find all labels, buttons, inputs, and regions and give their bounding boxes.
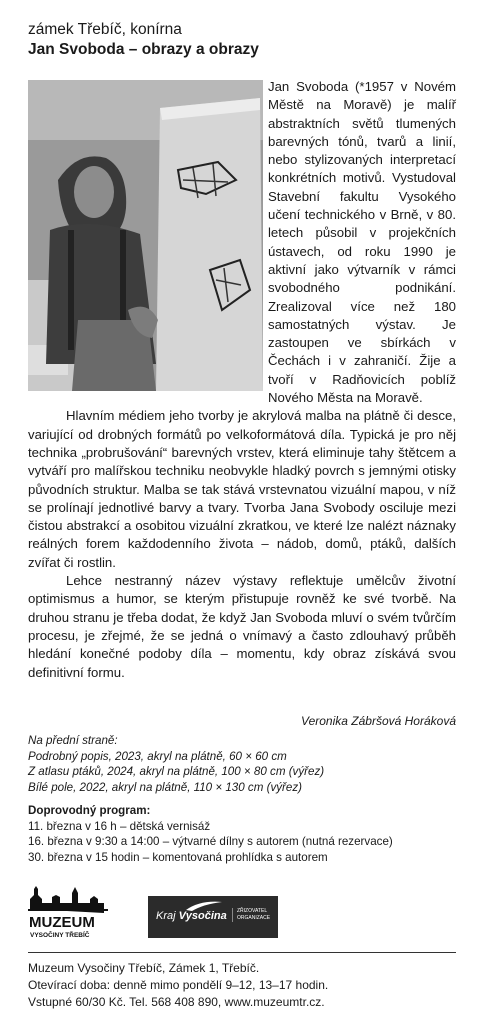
museum-logo-text: MUZEUM [29, 914, 95, 931]
museum-logo [26, 879, 110, 941]
program-item: 11. března v 16 h – dětská vernisáž [28, 819, 211, 833]
article-body [28, 78, 456, 682]
footer [28, 960, 328, 1011]
article-paragraph: Lehce nestranný název výstavy reflektuje umělcův životní optimismus a humor, se kterým přistupuje rovněž ke své tvorbě. Na druhou stranu je třeba dodat, že když Jan Svoboda mluví o svém tvůrčím procesu, je zřejmé, že se jedná o vnímavý a často zdlouhavý průběh hledání konečné podoby díla – momentu, kdy obraz získává svou definitivní formu. [28, 573, 456, 680]
program-item: 30. března v 15 hodin – komentovaná prohlídka s autorem [28, 850, 328, 864]
accompanying-program [28, 803, 393, 865]
exhibition-title: Jan Svoboda – obrazy a obrazy [28, 41, 259, 58]
header [28, 20, 259, 60]
program-heading: Doprovodný program: [28, 804, 151, 817]
footer-contact: Vstupné 60/30 Kč. Tel. 568 408 890, www.muzeumtr.cz. [28, 995, 325, 1009]
caption-item: Bílé pole, 2022, akryl na plátně, 110 × 130 cm (výřez) [28, 780, 302, 794]
footer-hours: Otevírací doba: denně mimo pondělí 9–12, 13–17 hodin. [28, 978, 329, 992]
museum-logo-subtext: VYSOČINY TŘEBÍČ [30, 932, 90, 939]
venue-line: zámek Třebíč, konírna [28, 21, 182, 38]
footer-divider [28, 952, 456, 953]
caption-item: Z atlasu ptáků, 2024, akryl na plátně, 100 × 80 cm (výřez) [28, 765, 325, 778]
kraj-role: ZŘIZOVATEL ORGANIZACE [232, 908, 270, 922]
article-paragraph: Hlavním médiem jeho tvorby je akrylová malba na plátně či desce, variující od drobných formátů po velkoformátová díla. Typická je pro něj technika „probrušování“ barevných vrstev, která eliminuje tahy štětcem a vytváří pro malířskou techniku neobvykle hladký povrch s jemnými otisky původních struktur. Malba se tak stává vrstevnatou vizuální mapou, v níž se prolínají jednotlivé barvy a tvary. Tvorba Jana Svobody osciluje mezi čistou abstrakcí a osobitou vizuální zkratkou, ve které lze nalézt náznaky reálných forem každodenního života – nádob, domů, ptáků, dalších zvířat či rostlin. [28, 408, 456, 570]
article-paragraph: Jan Svoboda (*1957 v Novém Městě na Moravě) je malíř abstraktních světů tlumených barevných tónů, tvarů a linií, nebo stylizovaných interpretací konkrétních motivů. Vystudoval Stavební fakultu Vysokého učení technického v Brně, v 80. letech působil v projekčních ústavech, od roku 1990 je aktivní jako výtvarník v rámci svobodného podnikání. Zrealizoval více než 180 samostatných výstav. Je zastoupen ve sbírkách v Čechách i v zahraničí. Žije a tvoří v Radňovicích poblíž Nového Města na Moravě. [268, 79, 456, 406]
kraj-vysocina-logo [148, 896, 278, 938]
captions-heading: Na přední straně: [28, 734, 118, 747]
program-item: 16. března v 9:30 a 14:00 – výtvarné dílny s autorem (nutná rezervace) [28, 835, 393, 848]
caption-item: Podrobný popis, 2023, akryl na plátně, 60 × 60 cm [28, 749, 287, 763]
footer-address: Muzeum Vysočiny Třebíč, Zámek 1, Třebíč. [28, 961, 260, 975]
article-author: Veronika Zábršová Horáková [301, 714, 456, 728]
kraj-name: Kraj Vysočina [156, 910, 227, 922]
front-page-captions [28, 733, 324, 795]
